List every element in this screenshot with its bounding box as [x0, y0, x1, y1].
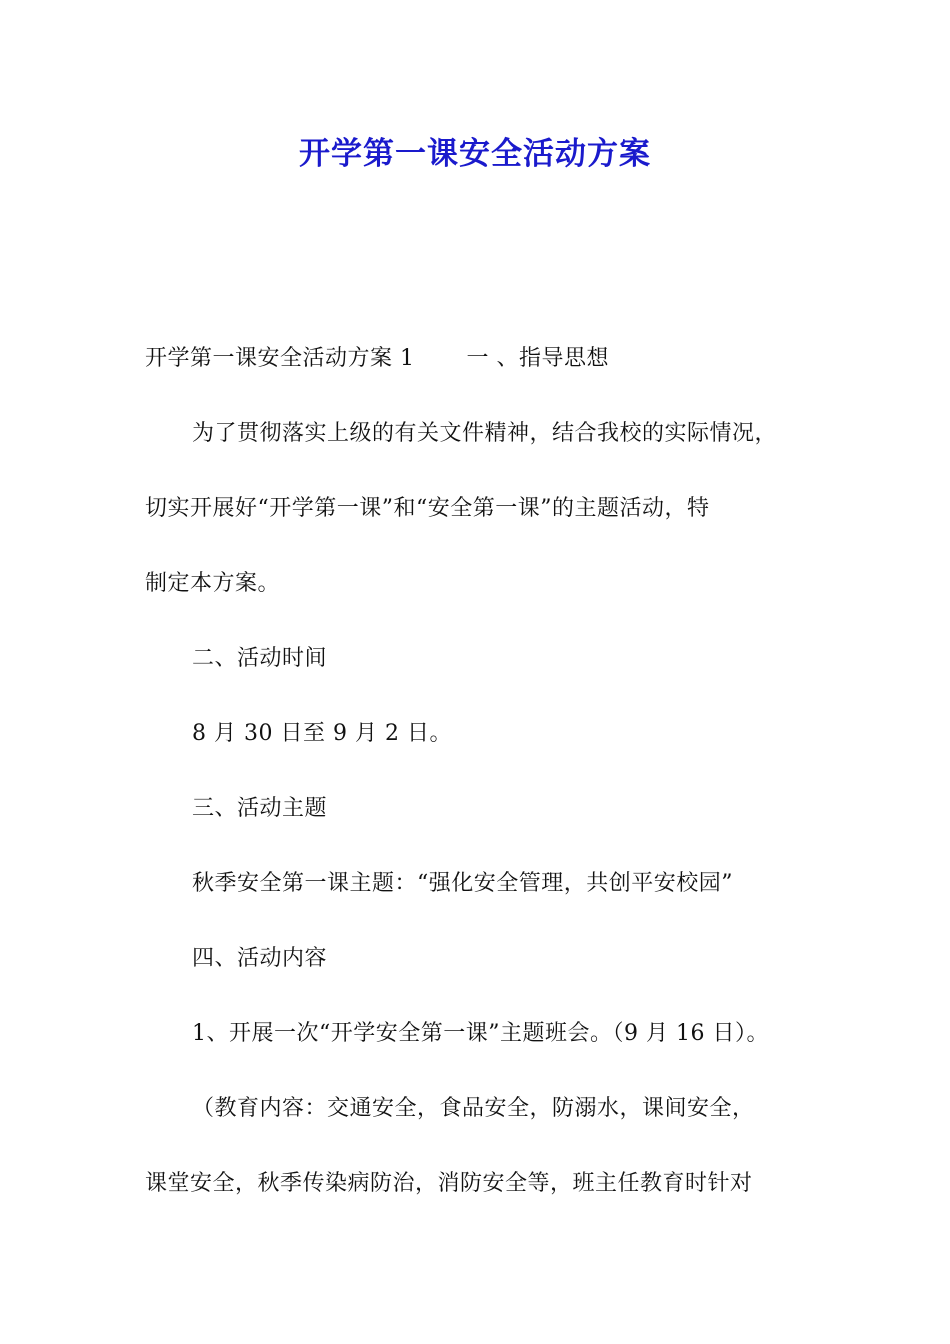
paragraph-line: （教育内容：交通安全，食品安全，防溺水，课间安全， [192, 1096, 755, 1121]
heading-guiding-ideology: 一 、指导思想 [466, 346, 609, 371]
document-title: 开学第一课安全活动方案 [299, 136, 651, 172]
section-heading-1 [145, 344, 609, 374]
paragraph-line: 课堂安全，秋季传染病防治，消防安全等，班主任教育时针对 [145, 1171, 753, 1196]
paragraph-line: 制定本方案。 [145, 571, 281, 596]
paragraph-line: 切实开展好“开学第一课”和“安全第一课”的主题活动，特 [145, 496, 710, 521]
section-heading-2: 二、活动时间 [192, 646, 328, 671]
plan-number-label: 开学第一课安全活动方案 1 [145, 346, 415, 371]
section-heading-3: 三、活动主题 [192, 796, 328, 821]
paragraph-line: 8 月 30 日至 9 月 2 日。 [192, 721, 452, 746]
paragraph-line: 秋季安全第一课主题：“强化安全管理，共创平安校园” [192, 871, 733, 896]
paragraph-line: 为了贯彻落实上级的有关文件精神，结合我校的实际情况， [192, 421, 778, 446]
section-heading-4: 四、活动内容 [192, 946, 328, 971]
paragraph-line: 1、开展一次“开学安全第一课”主题班会。（9 月 16 日）。 [192, 1021, 769, 1046]
